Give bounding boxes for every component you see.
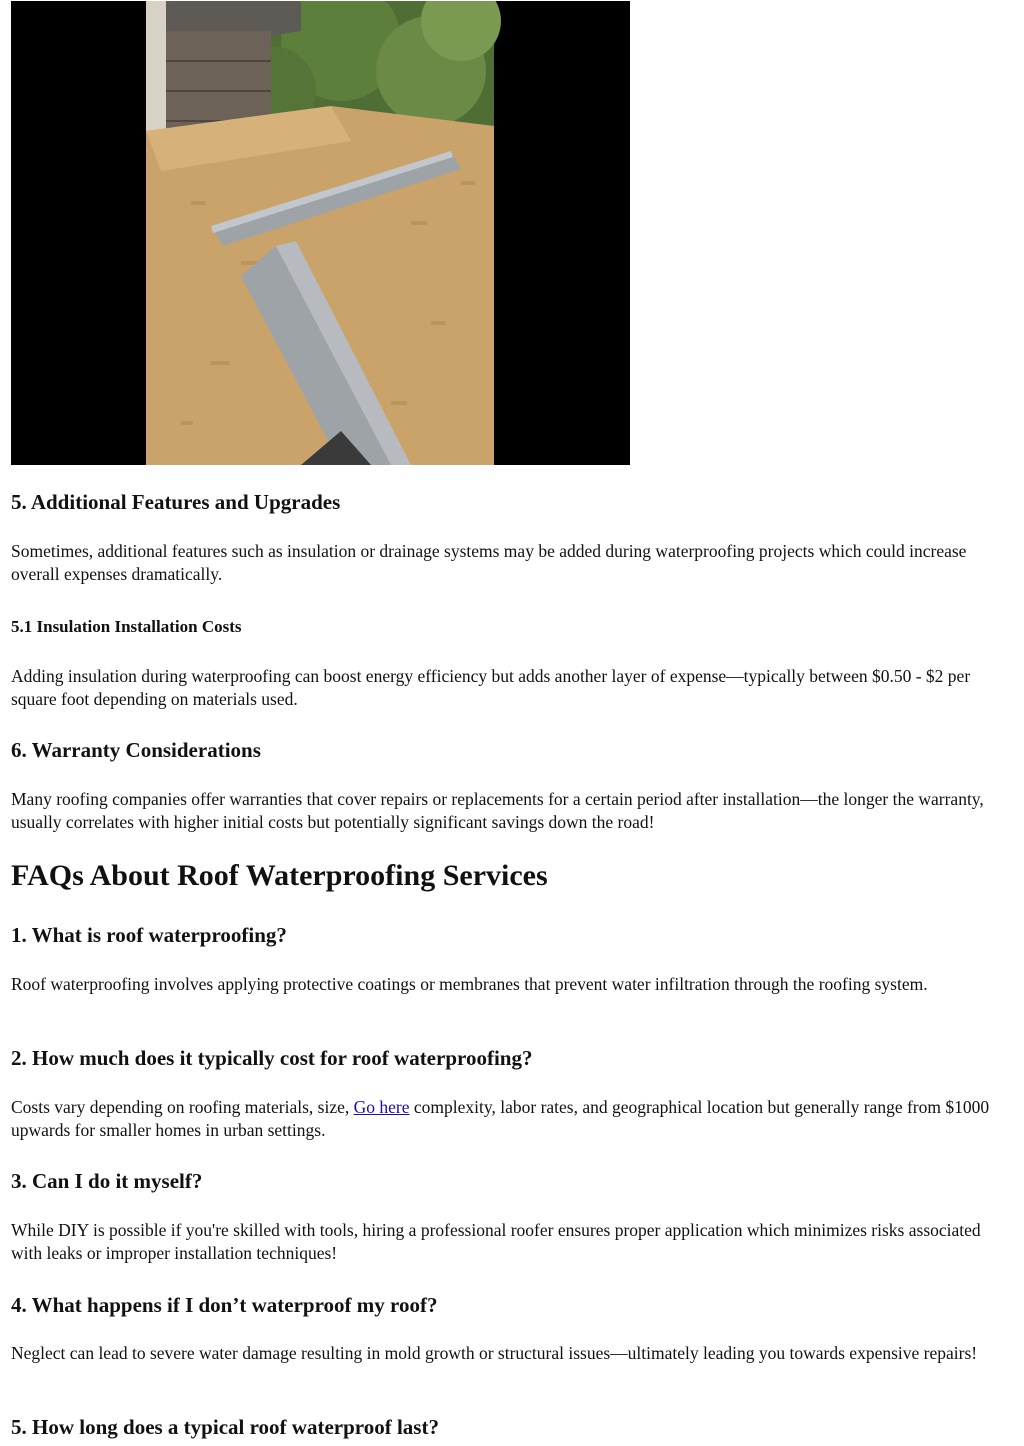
section-heading: 5. Additional Features and Upgrades	[11, 490, 341, 514]
roof-photo-icon	[11, 1, 630, 465]
faq-answer: Roof waterproofing involves applying protective coatings or membranes that prevent water infiltration through the roofing system.	[11, 974, 928, 994]
roof-photo	[11, 1, 630, 465]
go-here-link[interactable]: Go here	[353, 1097, 410, 1117]
faq-question: 2. How much does it typically cost for roof waterproofing?	[11, 1046, 533, 1070]
subsection-heading: 5.1 Insulation Installation Costs	[11, 617, 242, 636]
answer-text: Costs vary depending on roofing materials, size,	[11, 1097, 354, 1117]
faq-answer: While DIY is possible if you're skilled with tools, hiring a professional roofer ensures proper application which minimizes risks associated with leaks or improper installation techniques!	[11, 1220, 981, 1263]
faq-question: 5. How long does a typical roof waterproof last?	[11, 1415, 439, 1439]
faq-answer: Neglect can lead to severe water damage resulting in mold growth or structural issues—ultimately leading you towards expensive repairs!	[11, 1343, 978, 1363]
faq-question: 1. What is roof waterproofing?	[11, 923, 287, 947]
faq-answer	[11, 1096, 1015, 1142]
answer-text: complexity, labor rates, and geographical location but generally range from $1000 upwards for smaller homes in urban settings.	[11, 1097, 990, 1140]
section-heading: 6. Warranty Considerations	[11, 738, 261, 762]
faq-heading: FAQs About Roof Waterproofing Services	[11, 859, 548, 892]
faq-question: 4. What happens if I don’t waterproof my roof?	[11, 1293, 438, 1317]
section-paragraph: Adding insulation during waterproofing can boost energy efficiency but adds another layer of expense—typically between $0.50 - $2 per square foot depending on materials used.	[11, 666, 971, 709]
faq-question: 3. Can I do it myself?	[11, 1169, 203, 1193]
section-paragraph: Sometimes, additional features such as insulation or drainage systems may be added during waterproofing projects which could increase overall expenses dramatically.	[11, 541, 967, 584]
section-paragraph: Many roofing companies offer warranties that cover repairs or replacements for a certain period after installation—the longer the warranty, usually correlates with higher initial costs but potentially significant savings down the road!	[11, 789, 984, 832]
